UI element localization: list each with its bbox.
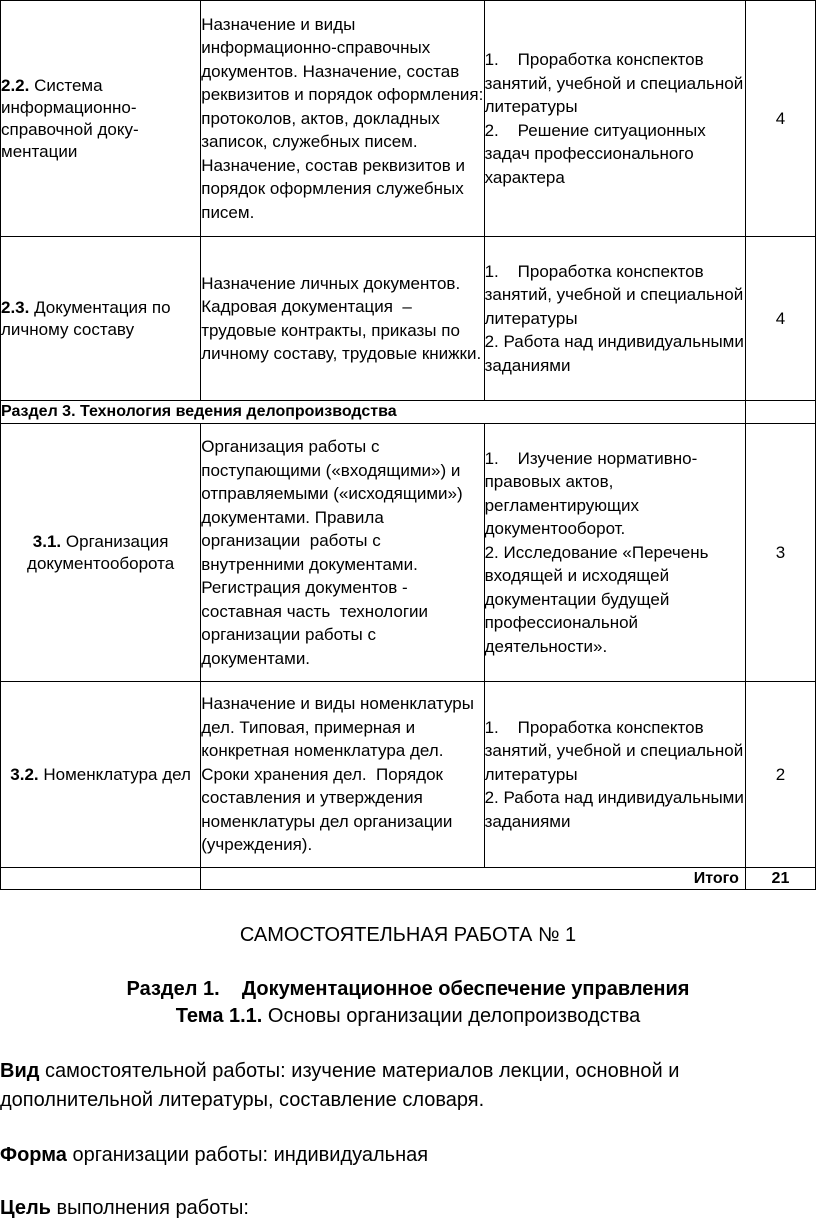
task-item: 1. Проработка конспектов занятий, учебной и специальной литературы	[484, 261, 744, 328]
tasks-cell	[484, 237, 745, 401]
topic-title: Номенклатура дел	[43, 764, 191, 784]
task-item: 2. Решение ситуационных задач профессионального характера	[484, 120, 706, 187]
content-cell: Назначение личных документов. Кадровая документация – трудовые контракты, приказы по личному составу, трудовые книжки.	[201, 237, 484, 401]
theme-text: Основы организации делопроизводства	[262, 1005, 641, 1027]
work-form-paragraph	[0, 1141, 800, 1170]
topic-cell	[1, 424, 201, 682]
task-item: 2. Работа над индивидуальными заданиями	[484, 332, 744, 375]
hours-cell: 2	[745, 682, 815, 868]
content-cell: Назначение и виды номенклатуры дел. Типовая, примерная и конкретная номенклатура дел. Сроки хранения дел. Порядок составления и утверждения номенклатуры дел организации (учреждения).	[201, 682, 484, 868]
topic-number: 2.3.	[1, 297, 30, 317]
theme-label: Тема 1.1.	[175, 1005, 263, 1027]
theme-heading	[0, 1005, 816, 1028]
table-row	[1, 237, 816, 401]
work-goal-label: Цель	[0, 1197, 51, 1219]
work-title: САМОСТОЯТЕЛЬНАЯ РАБОТА № 1	[239, 924, 577, 946]
task-item: 2. Исследование «Перечень входящей и исходящей документации будущей профессиональной деятельности».	[484, 542, 709, 656]
tasks-cell	[484, 424, 745, 682]
empty-cell	[1, 868, 201, 890]
task-item: 2. Работа над индивидуальными заданиями	[484, 788, 744, 831]
total-value: 21	[745, 868, 815, 890]
hours-cell: 4	[745, 237, 815, 401]
hours-cell: 3	[745, 424, 815, 682]
work-form-text: организации работы: индивидуальная	[66, 1144, 429, 1166]
topic-cell	[1, 237, 201, 401]
tasks-cell	[484, 682, 745, 868]
section-heading: Раздел 1. Документационное обеспечение управления	[126, 978, 690, 1000]
task-item: 1. Изучение нормативно-правовых актов, регламентирующих документооборот.	[484, 448, 698, 539]
work-goal-paragraph	[0, 1194, 800, 1223]
work-type-label: Вид	[0, 1060, 40, 1082]
tasks-cell	[484, 1, 745, 237]
topic-title: Организация документооборота	[27, 531, 175, 573]
section-hours-cell	[745, 401, 815, 424]
section-row	[1, 401, 816, 424]
total-row	[1, 868, 816, 890]
work-type-paragraph	[0, 1057, 800, 1115]
topic-title: Система информационно-справочной доку-ментации	[1, 75, 139, 161]
work-type-text: самостоятельной работы: изучение материалов лекции, основной и дополнительной литературы, составление словаря.	[0, 1060, 680, 1111]
task-item: 1. Проработка конспектов занятий, учебной и специальной литературы	[484, 50, 744, 116]
section-title: Раздел 3. Технология ведения делопроизводства	[1, 401, 746, 424]
total-label: Итого	[201, 868, 746, 890]
topic-number: 3.2.	[10, 764, 39, 784]
topic-number: 3.1.	[32, 531, 62, 551]
topic-cell	[1, 682, 201, 868]
task-item: 1. Проработка конспектов занятий, учебной и специальной литературы	[484, 717, 744, 784]
topic-cell	[1, 1, 201, 237]
table-row	[1, 682, 816, 868]
topic-number: 2.2.	[1, 75, 30, 95]
hours-cell: 4	[745, 1, 815, 237]
work-form-label: Форма	[0, 1144, 67, 1166]
content-cell: Назначение и виды информационно-справочных документов. Назначение, состав реквизитов и порядок оформления: протоколов, актов, докладных записок, служебных писем. Назначение, состав реквизитов и порядок оформления служебных писем.	[201, 1, 484, 237]
table-row	[1, 1, 816, 237]
table-row	[1, 424, 816, 682]
topic-title: Документация по личному составу	[1, 297, 171, 339]
content-cell: Организация работы с поступающими («входящими») и отправляемыми («исходящими») документами. Правила организации работы с внутренними документами. Регистрация документов - составная часть технологии организации работы с документами.	[201, 424, 484, 682]
work-goal-text: выполнения работы:	[50, 1197, 249, 1219]
